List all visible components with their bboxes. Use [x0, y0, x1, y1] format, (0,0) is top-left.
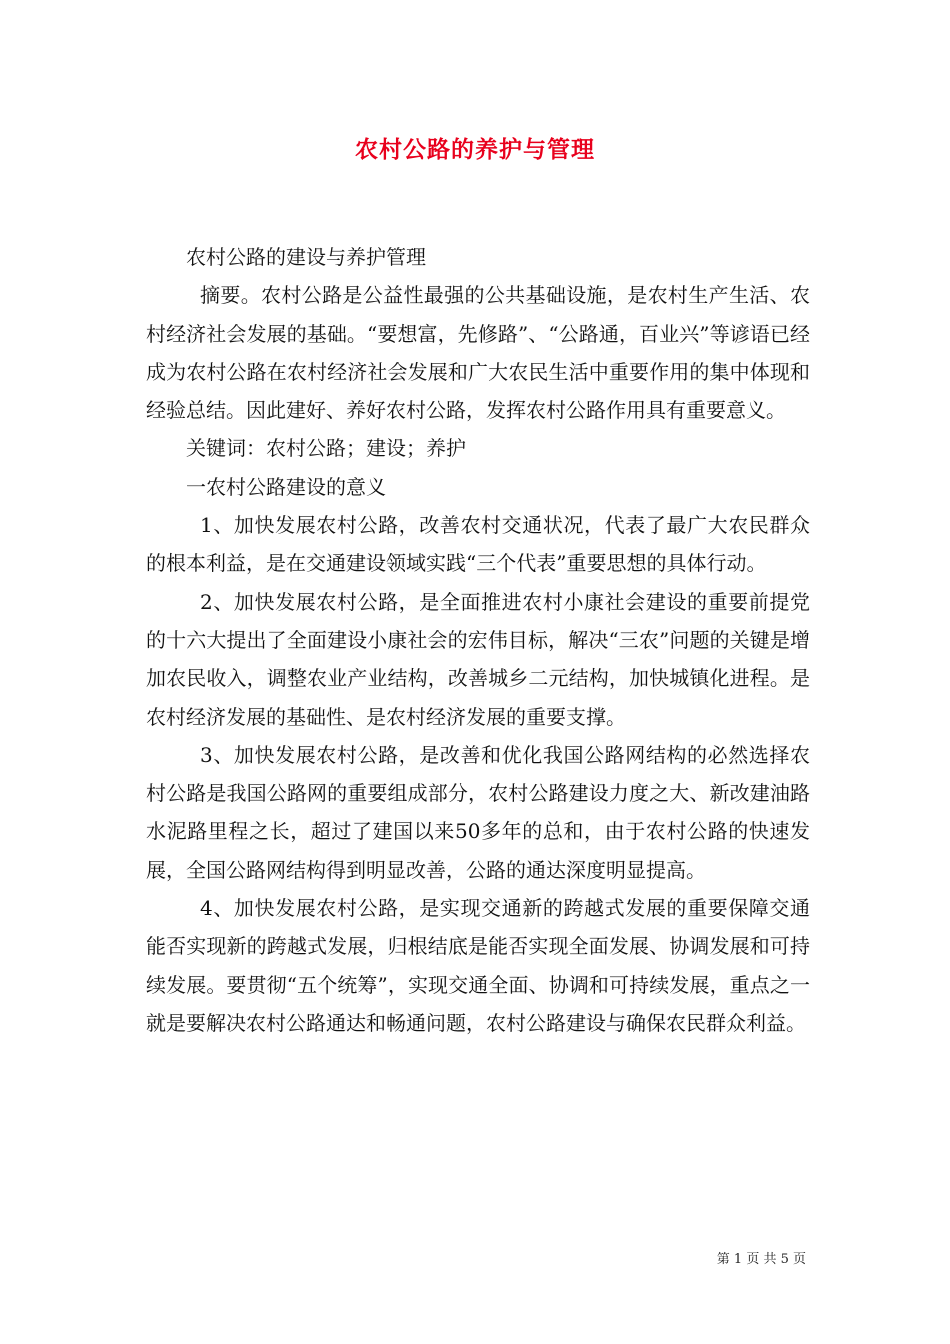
point-4-paragraph: 4、加快发展农村公路，是实现交通新的跨越式发展的重要保障交通能否实现新的跨越式发展，归根结底是能否实现全面发展、协调发展和可持续发展。要贯彻“五个统筹”，实现交通全面、协调和可持续发展，重点之一就是要解决农村公路通达和畅通问题，农村公路建设与确保农民群众利益。 [146, 896, 810, 1035]
point-1-paragraph: 1、加快发展农村公路，改善农村交通状况，代表了最广大农民群众的根本利益，是在交通建设领域实践“三个代表”重要思想的具体行动。 [146, 513, 810, 576]
point-2-paragraph: 2、加快发展农村公路，是全面推进农村小康社会建设的重要前提党的十六大提出了全面建设小康社会的宏伟目标，解决“三农”问题的关键是增加农民收入，调整农业产业结构，改善城乡二元结构，加快城镇化进程。是农村经济发展的基础性、是农村经济发展的重要支撑。 [146, 589, 810, 729]
subtitle-paragraph: 农村公路的建设与养护管理 [186, 245, 426, 269]
point-3-paragraph: 3、加快发展农村公路，是改善和优化我国公路网结构的必然选择农村公路是我国公路网的重要组成部分，农村公路建设力度之大、新改建油路水泥路里程之长，超过了建国以来50多年的总和，由于农村公路的快速发展，全国公路网结构得到明显改善，公路的通达深度明显提高。 [146, 742, 810, 882]
document-body [146, 238, 810, 1042]
abstract-paragraph: 摘要。农村公路是公益性最强的公共基础设施，是农村生产生活、农村经济社会发展的基础。“要想富，先修路”、“公路通，百业兴”等谚语已经成为农村公路在农村经济社会发展和广大农民生活中重要作用的集中体现和经验总结。因此建好、养好农村公路，发挥农村公路作用具有重要意义。 [146, 283, 810, 423]
document-title: 农村公路的养护与管理 [355, 136, 595, 163]
page-number: 第 1 页 共 5 页 [716, 1252, 806, 1267]
section-heading: 一农村公路建设的意义 [186, 474, 386, 499]
keywords-paragraph: 关键词：农村公路；建设；养护 [186, 436, 466, 461]
